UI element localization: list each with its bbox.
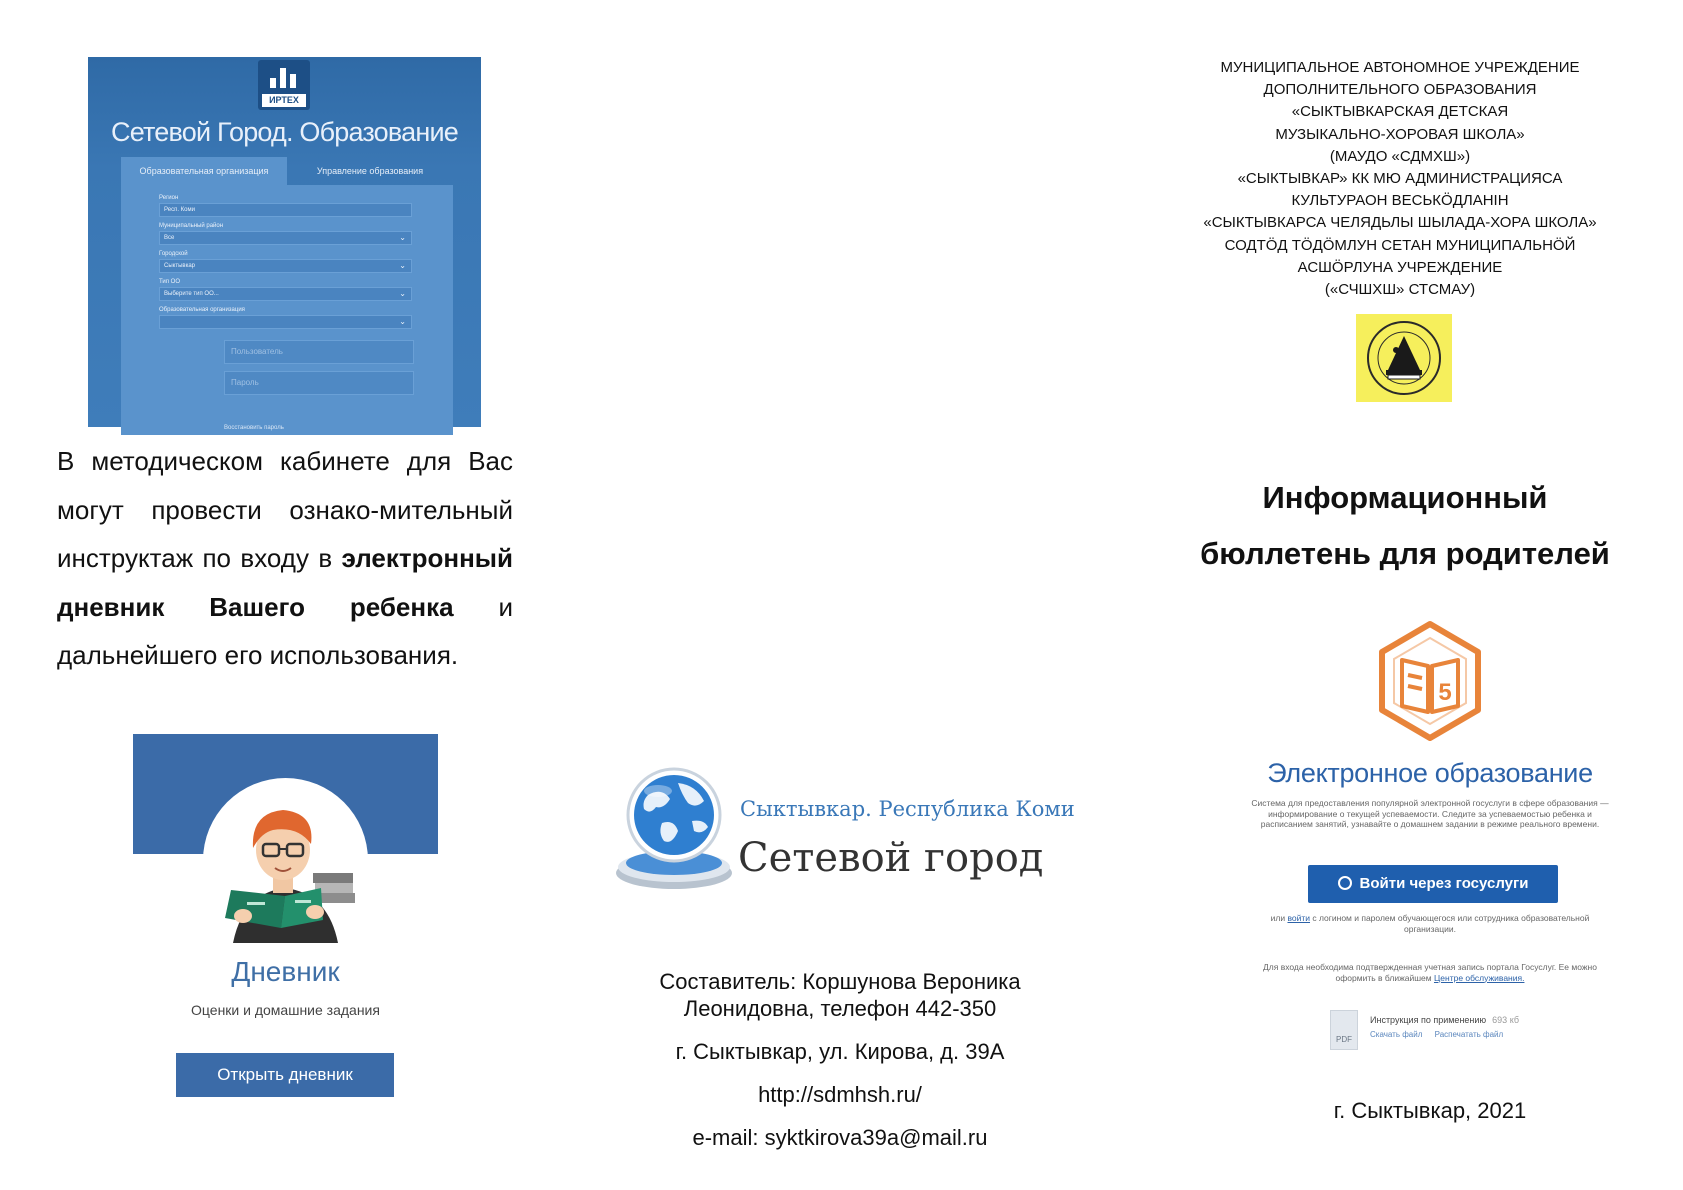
logo-brand: ИРТЕХ (262, 94, 306, 107)
org-line: (МАУДО «СДМХШ») (1329, 147, 1471, 165)
org-line: «СЫКТЫВКАРСКАЯ ДЕТСКАЯ (1291, 103, 1509, 121)
chevron-down-icon: ⌄ (399, 233, 406, 242)
download-file-link[interactable]: Скачать файл (1370, 1030, 1423, 1039)
e-education-panel (1250, 620, 1610, 1050)
gosuslugi-note: Для входа необходима подтвержденная учетная запись портала Госуслуг. Ее можно оформить в ближайшем Центре обслуживания. (1263, 962, 1597, 983)
field-label: Тип ОО (159, 279, 181, 285)
org-line: КУЛЬТУРАОН ВЕСЬКÖДЛАНIН (1291, 192, 1509, 210)
chevron-down-icon: ⌄ (399, 261, 406, 270)
open-book-icon (1372, 620, 1488, 742)
password-input: Пароль (224, 371, 414, 395)
gosuslugi-login-button[interactable]: Войти через госуслуги (1308, 865, 1558, 903)
field-label: Образовательная организация (159, 307, 245, 313)
tab-organization: Образовательная организация (121, 157, 287, 185)
print-file-link[interactable]: Распечатать файл (1434, 1030, 1504, 1039)
pdf-file-icon: PDF (1330, 1010, 1358, 1050)
diary-title: Дневник (231, 956, 340, 987)
org-line: СОДТÖД ТÖДÖМЛУН СЕТАН МУНИЦИПАЛЬНÖЙ (1224, 236, 1576, 254)
chevron-down-icon: ⌄ (399, 317, 406, 326)
compiler-line: Составитель: Коршунова Вероника (659, 969, 1021, 994)
tab-management: Управление образования (316, 166, 424, 176)
bulletin-title-line: бюллетень для родителей (1200, 536, 1610, 571)
login-screenshot (88, 57, 481, 431)
compiler-line: Леонидовна, телефон 442-350 (683, 996, 997, 1021)
org-line: «СЫКТЫВКАР» КК МЮ АДМИНИСТРАЦИЯСА (1237, 170, 1563, 188)
organization-header (1165, 57, 1635, 301)
intro-paragraph: В методическом кабинете для Вас могут провести ознако-мительный инструктаж по входу в электронный дневник Вашего ребенка и дальнейшего его использования. (57, 446, 513, 670)
irtech-logo (258, 60, 310, 110)
website: http://sdmhsh.ru/ (758, 1082, 922, 1107)
login-title: Сетевой Город. Образование (111, 117, 458, 147)
city-field: Сыктывкар ⌄ (159, 259, 412, 273)
open-diary-button[interactable]: Открыть дневник (176, 1053, 394, 1097)
e-education-title: Электронное образование (1267, 758, 1593, 788)
pdf-actions (1370, 1030, 1513, 1039)
netcity-region: Сыктывкар. Республика Коми (740, 797, 1075, 821)
region-field: Респ. Коми (159, 203, 412, 217)
restore-password-link: Восстановить пароль (224, 425, 284, 431)
pdf-file-name: Инструкция по применению 693 кб (1370, 1015, 1519, 1025)
svg-text:5: 5 (1438, 679, 1452, 706)
pdf-file-size: 693 кб (1492, 1015, 1519, 1025)
intro-emphasis: электронный дневник Вашего ребенка (57, 543, 513, 622)
field-label: Городской (159, 251, 188, 257)
globe-icon (612, 765, 737, 895)
org-line: «СЫКТЫВКАРСА ЧЕЛЯДЬЛЫ ШЫЛАДА-ХОРА ШКОЛА» (1203, 214, 1597, 232)
address: г. Сыктывкар, ул. Кирова, д. 39А (675, 1039, 1005, 1064)
footer-city-year: г. Сыктывкар, 2021 (1333, 1098, 1527, 1123)
netcity-logo (612, 765, 1075, 895)
org-line: МУНИЦИПАЛЬНОЕ АВТОНОМНОЕ УЧРЕЖДЕНИЕ (1220, 59, 1580, 76)
organization-field (159, 315, 412, 329)
student-avatar (203, 778, 368, 943)
login-link[interactable]: войти (1287, 913, 1311, 923)
field-label: Муниципальный район (159, 223, 224, 229)
netcity-name: Сетевой город (738, 835, 1044, 881)
org-line: МУЗЫКАЛЬНО-ХОРОВАЯ ШКОЛА» (1275, 125, 1525, 143)
diary-subtitle: Оценки и домашние задания (191, 1002, 380, 1018)
field-label: Регион (159, 195, 179, 201)
gosuslugi-icon (1338, 876, 1352, 890)
bulletin-title-line: Информационный (1262, 480, 1548, 515)
user-input: Пользователь (224, 340, 414, 364)
school-type-field: Выберите тип ОО... ⌄ (159, 287, 412, 301)
contacts-block (620, 968, 1060, 1151)
school-emblem (1356, 314, 1452, 402)
org-line: («СЧШХШ» СТСМАУ) (1324, 281, 1476, 299)
service-center-link[interactable]: Центре обслуживания. (1433, 972, 1525, 983)
diary-card (133, 734, 438, 1099)
bulletin-title (1180, 470, 1630, 582)
district-field: Все ⌄ (159, 231, 412, 245)
org-line: ДОПОЛНИТЕЛЬНОГО ОБРАЗОВАНИЯ (1263, 81, 1537, 99)
alt-login-text: или войти с логином и паролем обучающегося или сотрудника образовательной организации. (1270, 913, 1590, 934)
email: e-mail: syktkirova39a@mail.ru (692, 1125, 988, 1150)
login-tabs (121, 157, 453, 185)
e-education-description: Система для предоставления популярной электронной госуслуги в сфере образования — информирование о текущей успеваемости. Следите за успеваемостью ребенка и расписанием занятий, узнавайте о домашнем задании в режиме реального времени. (1251, 798, 1609, 829)
chevron-down-icon: ⌄ (399, 289, 406, 298)
org-line: АСШÖРЛУНА УЧРЕЖДЕНИЕ (1297, 258, 1503, 276)
login-form (121, 185, 453, 435)
